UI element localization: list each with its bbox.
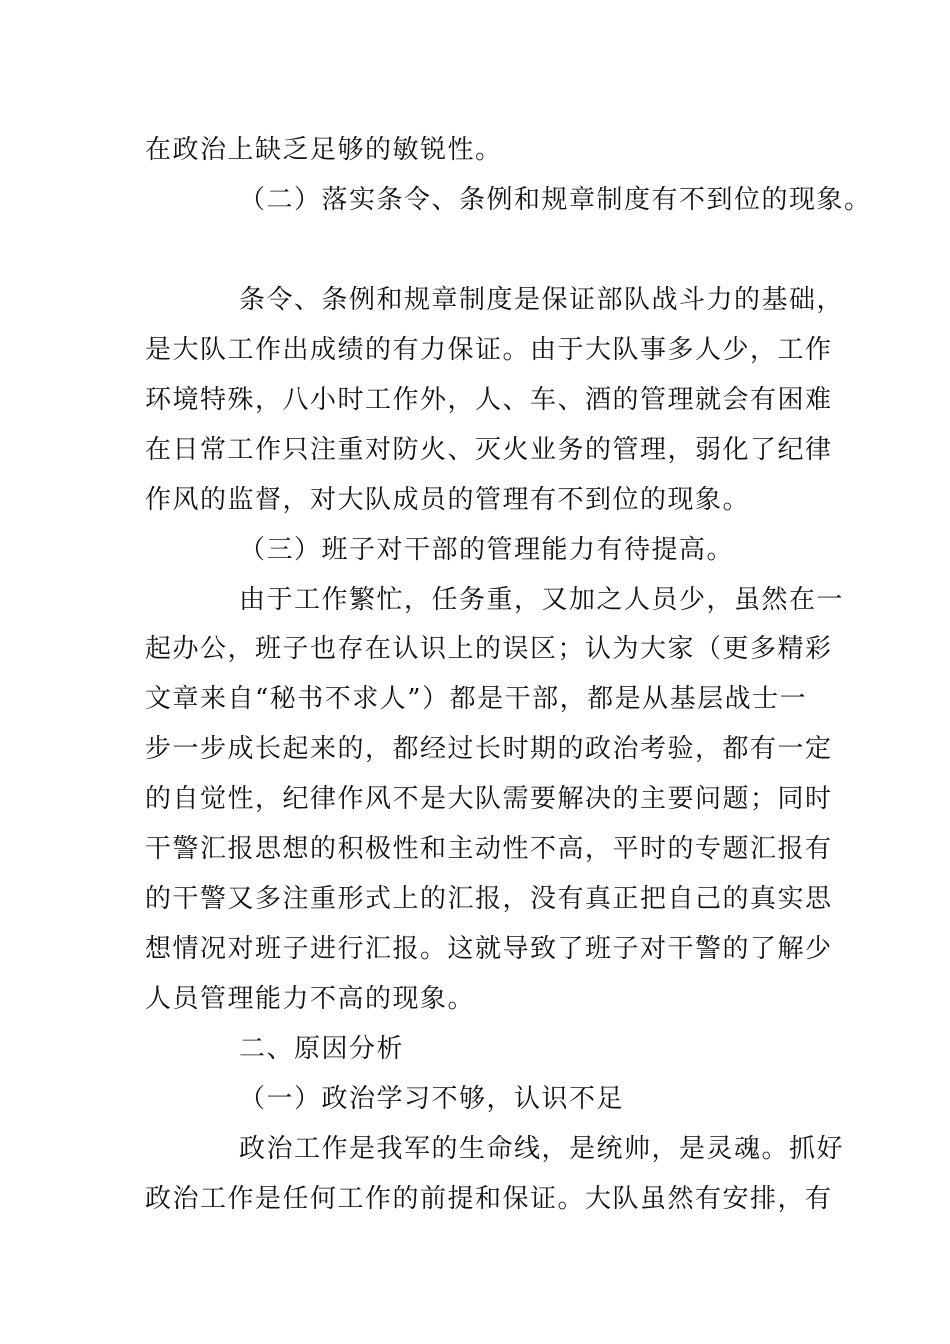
paragraph-line: 政治工作是任何工作的前提和保证。大队虽然有安排，有	[145, 1184, 833, 1214]
paragraph-line: 的自觉性，纪律作风不是大队需要解决的主要问题；同时	[145, 784, 833, 814]
paragraph-line: 的干警又多注重形式上的汇报，没有真正把自己的真实思	[145, 884, 833, 914]
paragraph-line: 在政治上缺乏足够的敏锐性。	[145, 135, 503, 165]
paragraph-line: 是大队工作出成绩的有力保证。由于大队事多人少，工作	[145, 335, 833, 365]
paragraph-line: 文章来自“秘书不求人”）都是干部，都是从基层战士一	[145, 684, 808, 714]
paragraph-line: 步一步成长起来的，都经过长时期的政治考验，都有一定	[145, 734, 833, 764]
section-heading: （二）落实条令、条例和规章制度有不到位的现象。	[239, 185, 872, 215]
section-heading: （一）政治学习不够，认识不足	[239, 1084, 625, 1114]
paragraph-line: 由于工作繁忙，任务重，又加之人员少，虽然在一	[239, 585, 845, 615]
paragraph-line: 政治工作是我军的生命线，是统帅，是灵魂。抓好	[239, 1134, 845, 1164]
paragraph-line: 在日常工作只注重对防火、灭火业务的管理，弱化了纪律	[145, 435, 833, 465]
paragraph-line: 人员管理能力不高的现象。	[145, 984, 476, 1014]
paragraph-line: 起办公，班子也存在认识上的误区；认为大家（更多精彩	[145, 634, 833, 664]
section-heading: （三）班子对干部的管理能力有待提高。	[239, 535, 735, 565]
paragraph-line: 环境特殊，八小时工作外，人、车、酒的管理就会有困难	[145, 385, 833, 415]
paragraph-line: 干警汇报思想的积极性和主动性不高，平时的专题汇报有	[145, 834, 833, 864]
paragraph-line: 想情况对班子进行汇报。这就导致了班子对干警的了解少	[145, 934, 833, 964]
paragraph-line: 作风的监督，对大队成员的管理有不到位的现象。	[145, 485, 751, 515]
chapter-heading: 二、原因分析	[239, 1034, 405, 1064]
paragraph-line: 条令、条例和规章制度是保证部队战斗力的基础，	[239, 285, 845, 315]
